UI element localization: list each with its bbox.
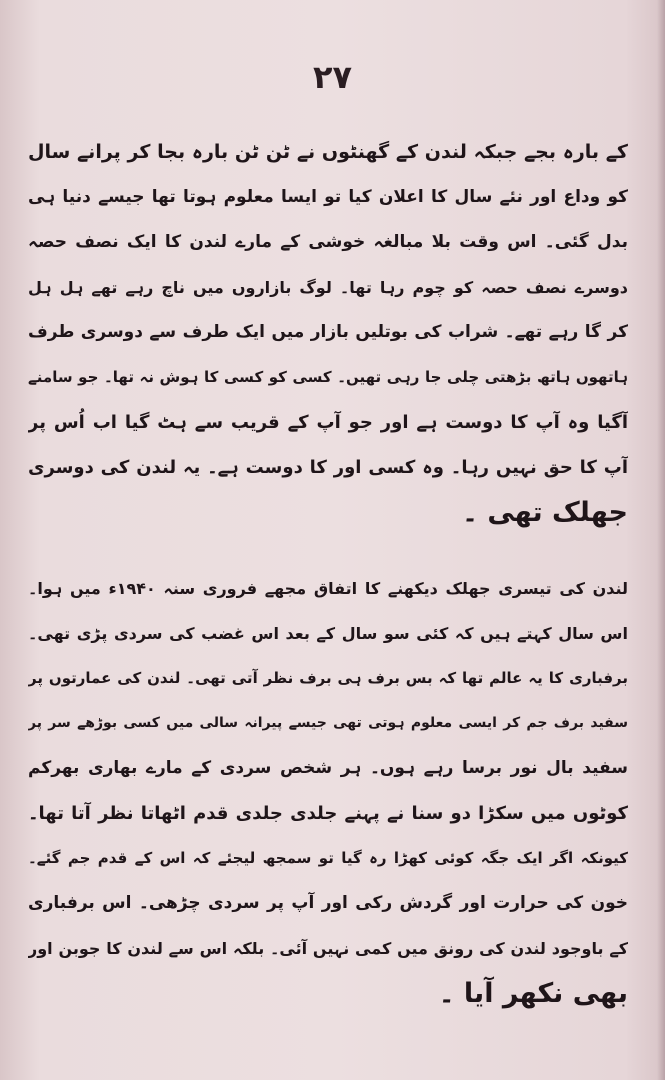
text-line: دوسرے نصف حصہ کو چوم رہا تھا۔ لوگ بازاروں میں ناچ رہے تھے ہل ہل [28, 278, 628, 297]
text-line: سفید برف جم کر ایسی معلوم ہوتی تھی جیسے پیرانہ سالی میں کسی بوڑھے سر پر [28, 715, 628, 731]
text-line: ہاتھوں ہاتھ بڑھتی چلی جا رہی تھیں۔ کسی کو کسی کا ہوش نہ تھا۔ جو سامنے [28, 368, 628, 386]
text-line: بدل گئی۔ اس وقت بلا مبالغہ خوشی کے مارے لندن کا ایک نصف حصہ [28, 232, 628, 252]
text-line: لندن کی تیسری جھلک دیکھنے کا اتفاق مجھے فروری سنہ ۱۹۴۰ء میں ہوا۔ [28, 579, 628, 598]
text-line: آگیا وہ آپ کا دوست ہے اور جو آپ کے قریب سے ہٹ گیا اب اُس پر [28, 412, 628, 433]
text-line: کے بارہ بجے جبکہ لندن کے گھنٹوں نے ٹن ٹن بارہ بجا کر پرانے سال [28, 141, 628, 163]
text-line: برفباری کا یہ عالم تھا کہ بس برف ہی برف نظر آتی تھی۔ لندن کی عمارتوں پر [28, 669, 628, 687]
page-edge-shadow [657, 0, 665, 1080]
page-number: ۲۷ [312, 58, 353, 96]
text-line: کوٹوں میں سکڑا دو سنا نے پہنے جلدی جلدی قدم اٹھاتا نظر آتا تھا۔ [28, 803, 628, 824]
text-line: خون کی حرارت اور گردش رکی اور آپ پر سردی چڑھی۔ اس برفباری [28, 893, 628, 913]
text-line: کر گا رہے تھے۔ شراب کی بوتلیں بازار میں ایک طرف سے دوسری طرف [28, 322, 628, 342]
text-line: سفید بال نور برسا رہے ہوں۔ ہر شخص سردی کے مارے بھاری بھرکم [28, 758, 628, 778]
text-line: کے باوجود لندن کی رونق میں کمی نہیں آئی۔ بلکہ اس سے لندن کا جوبن اور [28, 939, 628, 958]
paragraph-1 [28, 130, 628, 535]
text-line: بھی نکھر آیا ۔ [438, 978, 628, 1009]
paragraph-2 [28, 566, 628, 1016]
text-line: آپ کا حق نہیں رہا۔ وہ کسی اور کا دوست ہے۔ یہ لندن کی دوسری [28, 457, 628, 478]
text-line: جھلک تھی ۔ [462, 497, 628, 528]
text-line: کیونکہ اگر ایک جگہ کوئی کھڑا رہ گیا تو سمجھ لیجئے کہ اس کے قدم جم گئے۔ [28, 849, 628, 867]
text-line: اس سال کہتے ہیں کہ کئی سو سال کے بعد اس غضب کی سردی پڑی تھی۔ [28, 624, 628, 643]
text-line: کو وداع اور نئے سال کا اعلان کیا تو ایسا معلوم ہوتا تھا جیسے دنیا ہی [28, 187, 628, 207]
